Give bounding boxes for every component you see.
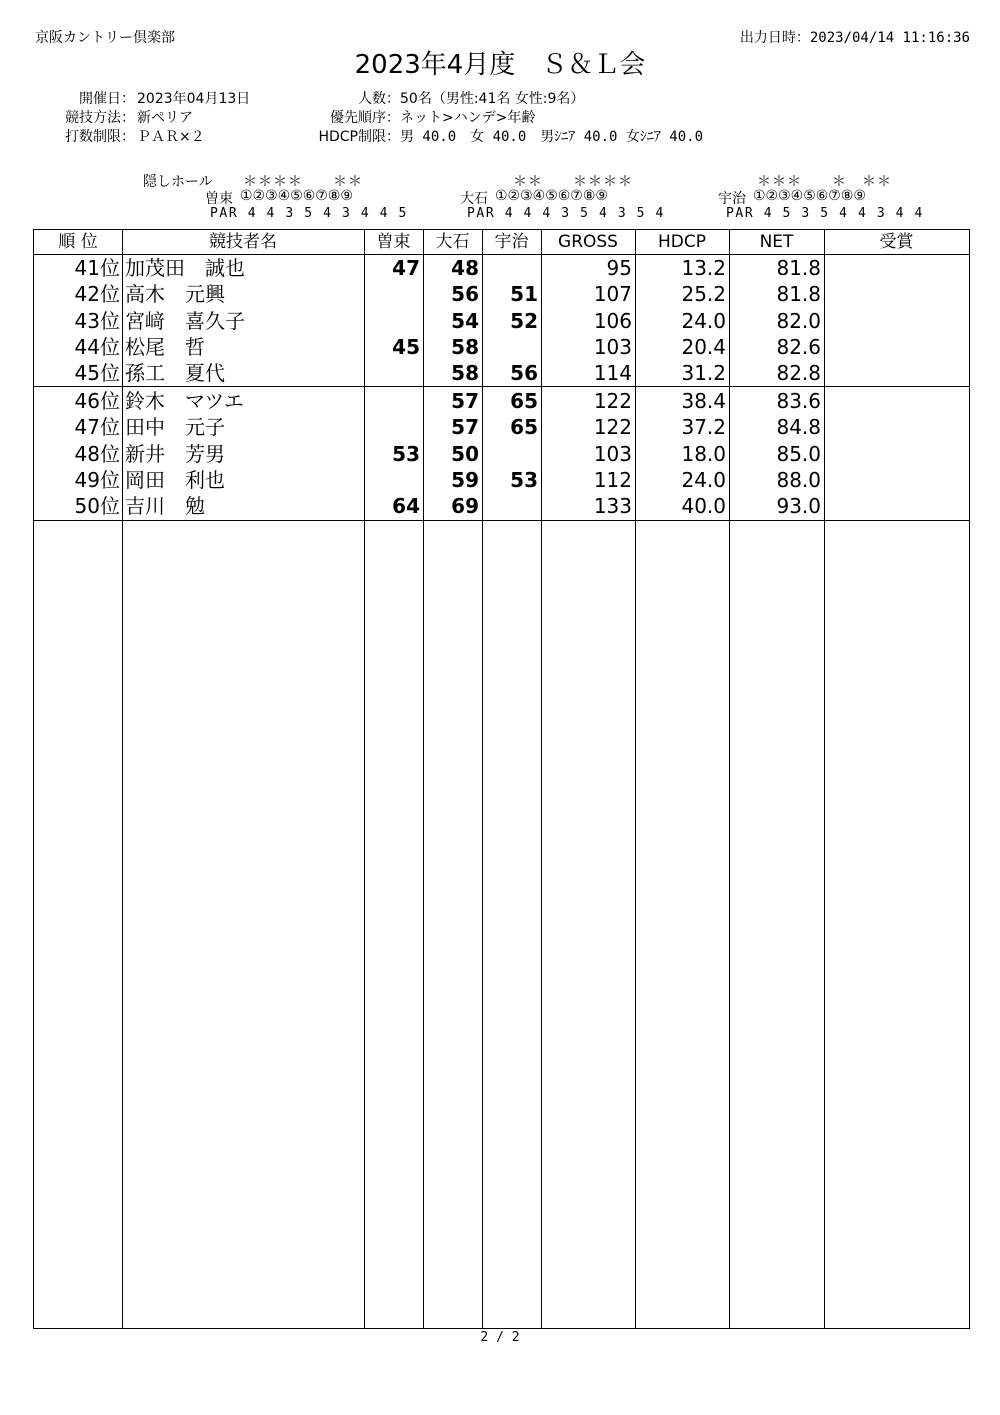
uji-cell	[482, 255, 538, 281]
table-row	[34, 388, 969, 414]
rank-cell: 46位	[74, 389, 120, 413]
oishi-cell: 57	[451, 389, 479, 413]
uji-cell: 65	[510, 415, 538, 440]
oishi-cell: 50	[451, 441, 479, 466]
net-cell: 82.8	[776, 361, 821, 386]
net-cell: 83.6	[776, 389, 821, 413]
sotsuka-hole-numbers: ①②③④⑤⑥⑦⑧⑨	[240, 188, 353, 204]
name-cell: 田中 元子	[125, 415, 225, 440]
output-datetime: 出力日時：2023/04/14 11:16:36	[739, 30, 970, 46]
gross-cell: 103	[593, 334, 632, 359]
uji-cell: 51	[510, 282, 538, 307]
rank-cell: 50位	[74, 494, 120, 519]
header-name: 競技者名	[209, 232, 277, 252]
uji-cell: 56	[510, 361, 538, 386]
oishi-hole-numbers: ①②③④⑤⑥⑦⑧⑨	[495, 188, 608, 204]
oishi-cell: 54	[451, 308, 479, 333]
oishi-cell: 59	[451, 467, 479, 492]
header-uji: 宇治	[494, 232, 529, 252]
net-cell: 81.8	[776, 256, 821, 280]
net-cell: 82.0	[776, 308, 821, 333]
gross-cell: 103	[593, 441, 632, 466]
hdcp-limit-value: 男 40.0 女 40.0 男ｼﾆｱ 40.0 女ｼﾆｱ 40.0	[400, 129, 704, 145]
gross-cell: 114	[593, 361, 632, 386]
name-cell: 新井 芳男	[125, 441, 225, 466]
header-net: NET	[759, 232, 794, 252]
date-value: 2023年04月13日	[137, 91, 251, 107]
hdcp-cell: 20.4	[681, 334, 726, 359]
table-row	[34, 493, 969, 519]
sotsuka-hidden-marks: ＊＊＊＊ ＊＊	[243, 174, 363, 190]
name-cell: 松尾 哲	[125, 334, 205, 359]
rank-cell: 45位	[74, 361, 120, 386]
sotsuka-cell	[364, 414, 420, 440]
rank-cell: 43位	[74, 308, 120, 333]
sotsuka-cell	[364, 360, 420, 386]
table-row	[34, 255, 969, 281]
rank-cell: 48位	[74, 441, 120, 466]
sotsuka-course-name: 曽束	[205, 191, 233, 207]
rank-cell: 44位	[74, 334, 120, 359]
name-cell: 岡田 利也	[125, 467, 225, 492]
gross-cell: 122	[593, 389, 632, 413]
table-row	[34, 467, 969, 493]
net-cell: 88.0	[776, 467, 821, 492]
hdcp-cell: 40.0	[681, 494, 726, 519]
gross-cell: 106	[593, 308, 632, 333]
oishi-cell: 57	[451, 415, 479, 440]
uji-hidden-marks: ＊＊＊ ＊ ＊＊	[757, 174, 892, 190]
sotsuka-cell	[364, 281, 420, 307]
gross-cell: 133	[593, 494, 632, 519]
net-cell: 82.6	[776, 334, 821, 359]
uji-hole-numbers: ①②③④⑤⑥⑦⑧⑨	[753, 188, 866, 204]
club-name: 京阪カントリー倶楽部	[35, 30, 175, 46]
table-row	[34, 281, 969, 307]
header-sotsuka: 曽束	[376, 232, 411, 252]
rank-cell: 47位	[74, 415, 120, 440]
oishi-cell: 58	[451, 334, 479, 359]
table-row	[34, 334, 969, 360]
uji-par-row: PAR 4 5 3 5 4 4 3 4 4	[726, 206, 924, 221]
sotsuka-cell: 47	[392, 256, 420, 280]
people-label: 人数：	[358, 91, 400, 107]
net-cell: 85.0	[776, 441, 821, 466]
hdcp-cell: 31.2	[681, 361, 726, 386]
header-oishi: 大石	[435, 232, 470, 252]
uji-cell	[482, 441, 538, 467]
oishi-course-name: 大石	[460, 191, 488, 207]
name-cell: 加茂田 誠也	[125, 256, 245, 280]
gross-cell: 107	[593, 282, 632, 307]
header-gross: GROSS	[558, 232, 618, 252]
priority-label: 優先順序：	[330, 110, 400, 126]
method-value: 新ペリア	[137, 110, 193, 126]
rank-cell: 41位	[74, 256, 120, 280]
sotsuka-cell	[364, 388, 420, 414]
hdcp-cell: 37.2	[681, 415, 726, 440]
name-cell: 吉川 勉	[125, 494, 205, 519]
oishi-par-row: PAR 4 4 4 3 5 4 3 5 4	[467, 206, 665, 221]
hdcp-cell: 18.0	[681, 441, 726, 466]
limit-label: 打数制限：	[65, 129, 135, 145]
hdcp-cell: 13.2	[681, 256, 726, 280]
oishi-cell: 58	[451, 361, 479, 386]
table-row	[34, 414, 969, 440]
net-cell: 81.8	[776, 282, 821, 307]
sotsuka-cell: 45	[392, 334, 420, 359]
uji-course-name: 宇治	[718, 191, 746, 207]
priority-value: ネット>ハンデ>年齢	[400, 110, 536, 126]
gross-cell: 112	[593, 467, 632, 492]
page-title: 2023年4月度 Ｓ＆Ｌ会	[354, 50, 646, 80]
limit-value: ＰＡＲ×２	[137, 129, 205, 145]
rank-cell: 42位	[74, 282, 120, 307]
sotsuka-cell: 64	[392, 494, 420, 519]
name-cell: 鈴木 マツエ	[125, 389, 244, 413]
hdcp-cell: 24.0	[681, 467, 726, 492]
name-cell: 高木 元興	[125, 282, 225, 307]
sotsuka-cell	[364, 308, 420, 334]
header-award: 受賞	[879, 232, 914, 252]
net-cell: 84.8	[776, 415, 821, 440]
hdcp-cell: 25.2	[681, 282, 726, 307]
name-cell: 孫工 夏代	[125, 361, 225, 386]
gross-cell: 122	[593, 415, 632, 440]
hdcp-limit-label: HDCP制限：	[318, 129, 400, 145]
results-table	[33, 229, 970, 1329]
sotsuka-par-row: PAR 4 4 3 5 4 3 4 4 5	[210, 206, 408, 221]
date-label: 開催日：	[79, 91, 135, 107]
rank-cell: 49位	[74, 467, 120, 492]
table-row	[34, 441, 969, 467]
hidden-holes-label: 隠しホール	[143, 174, 213, 190]
sotsuka-cell	[364, 467, 420, 493]
hdcp-cell: 24.0	[681, 308, 726, 333]
gross-cell: 95	[606, 256, 632, 280]
oishi-cell: 56	[451, 282, 479, 307]
table-row	[34, 308, 969, 334]
uji-cell: 53	[510, 467, 538, 492]
group-divider	[34, 520, 969, 521]
header-rank: 順 位	[58, 232, 98, 252]
uji-cell	[482, 334, 538, 360]
page-number: 2 / 2	[480, 1330, 520, 1345]
uji-cell: 52	[510, 308, 538, 333]
table-row	[34, 360, 969, 386]
sotsuka-cell: 53	[392, 441, 420, 466]
header-hdcp: HDCP	[658, 232, 706, 252]
name-cell: 宮﨑 喜久子	[125, 308, 245, 333]
method-label: 競技方法：	[65, 110, 135, 126]
oishi-cell: 48	[451, 256, 479, 280]
net-cell: 93.0	[776, 494, 821, 519]
uji-cell	[482, 493, 538, 519]
oishi-hidden-marks: ＊＊ ＊＊＊＊	[513, 174, 633, 190]
hdcp-cell: 38.4	[681, 389, 726, 413]
people-value: 50名（男性:41名 女性:9名）	[400, 91, 585, 107]
uji-cell: 65	[510, 389, 538, 413]
oishi-cell: 69	[451, 494, 479, 519]
